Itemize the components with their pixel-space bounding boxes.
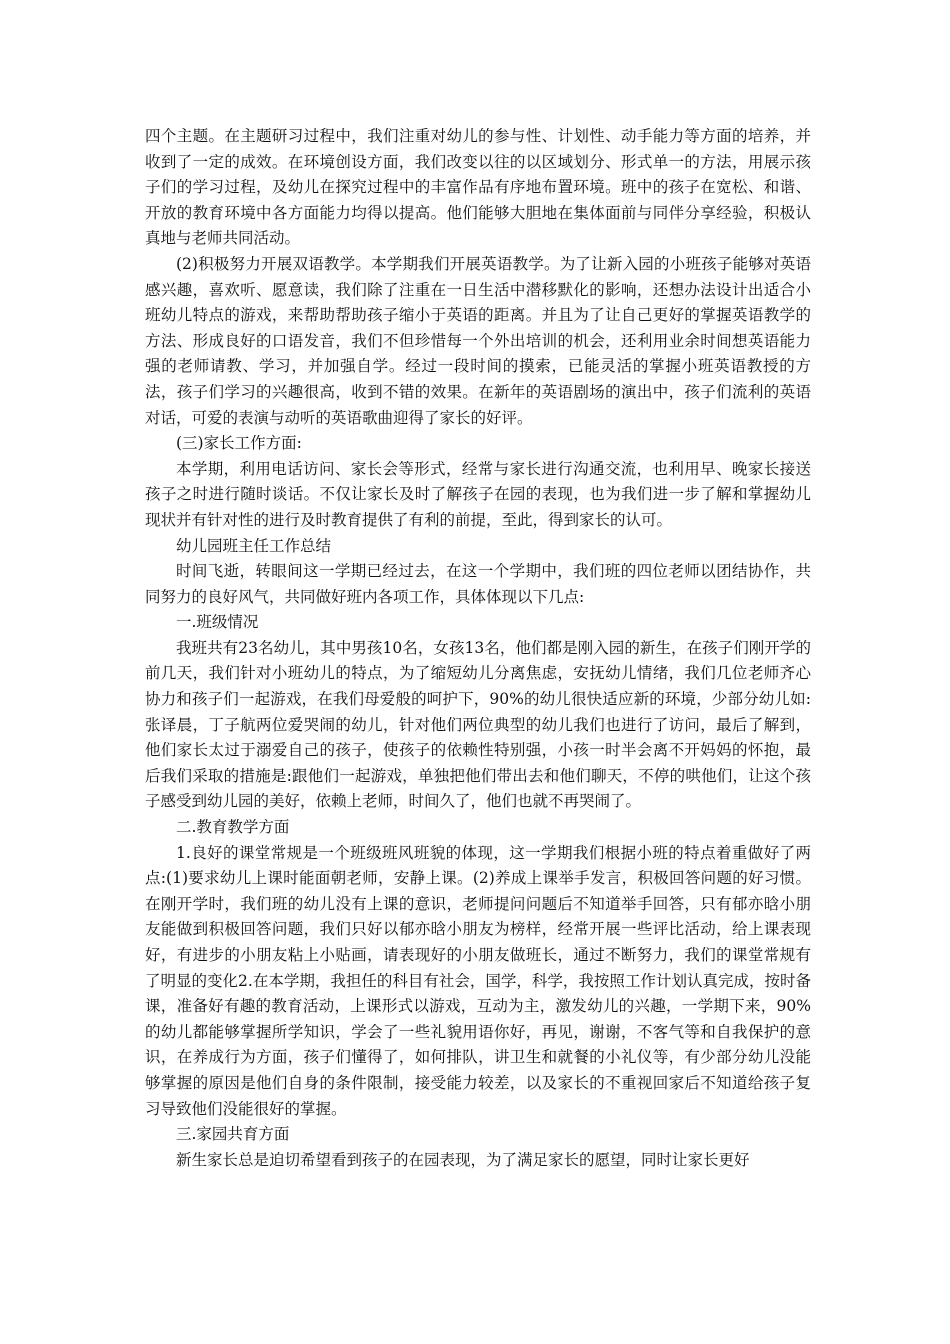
- heading-home-school: 三.家园共育方面: [176, 1125, 290, 1144]
- heading-teaching: 二.教育教学方面: [176, 818, 290, 837]
- paragraph-teaching: 1.良好的课堂常规是一个班级班风班貌的体现，这一学期我们根据小班的特点着重做好了两点:(1)要求幼儿上课时能面朝老师，安静上课。(2)养成上课举手发言，积极回答问题的好习惯。在刚开学时，我们班的幼儿没有上课的意识，老师提问问题后不知道举手回答，只有郁亦晗小朋友能做到积极回答问题，我们只好以郁亦晗小朋友为榜样，经常开展一些评比活动，给上课表现好，有进步的小朋友粘上小贴画，请表现好的小朋友做班长，通过不断努力，我们的课堂常规有了明显的变化2.在本学期，我担任的科目有社会，国学，科学，我按照工作计划认真完成，按时备课，准备好有趣的教育活动，上课形式以游戏，互动为主，激发幼儿的兴趣，一学期下来，90%的幼儿都能够掌握所学知识，学会了一些礼貌用语你好，再见，谢谢，不客气等和自我保护的意识，在养成行为方面，孩子们懂得了，如何排队，讲卫生和就餐的小礼仪等，有少部分幼儿没能够掌握的原因是他们自身的条件限制，接受能力较差，以及家长的不重视回家后不知道给孩子复习导致他们没能很好的掌握。: [145, 843, 811, 1118]
- document-page: [145, 124, 811, 1173]
- heading-parent-work: (三)家长工作方面:: [176, 434, 302, 453]
- paragraph-intro: 时间飞逝，转眼间这一学期已经过去，在这一个学期中，我们班的四位老师以团结协作，共同努力的良好风气，共同做好班内各项工作，具体体现以下几点:: [145, 562, 811, 606]
- paragraph-themes-environment: 四个主题。在主题研习过程中，我们注重对幼儿的参与性、计划性、动手能力等方面的培养，并收到了一定的成效。在环境创设方面，我们改变以往的以区域划分、形式单一的方法，用展示孩子们的学习过程，及幼儿在探究过程中的丰富作品有序地布置环境。班中的孩子在宽松、和谐、开放的教育环境中各方面能力均得以提高。他们能够大胆地在集体面前与同伴分享经验，积极认真地与老师共同活动。: [145, 127, 811, 248]
- document-title: 幼儿园班主任工作总结: [176, 536, 332, 555]
- paragraph-home-school: 新生家长总是迫切希望看到孩子的在园表现，为了满足家长的愿望，同时让家长更好: [176, 1150, 750, 1169]
- paragraph-class-situation: 我班共有23名幼儿，其中男孩10名，女孩13名，他们都是刚入园的新生，在孩子们刚开学的前几天，我们针对小班幼儿的特点，为了缩短幼儿分离焦虑，安抚幼儿情绪，我们几位老师齐心协力和孩子们一起游戏，在我们母爱般的呵护下，90%的幼儿很快适应新的环境，少部分幼儿如:张译晨，丁子航两位爱哭闹的幼儿，针对他们两位典型的幼儿我们也进行了访问，最后了解到，他们家长太过于溺爱自己的孩子，使孩子的依赖性特别强，小孩一时半会离不开妈妈的怀抱，最后我们采取的措施是:跟他们一起游戏，单独把他们带出去和他们聊天，不停的哄他们，让这个孩子感受到幼儿园的美好，依赖上老师，时间久了，他们也就不再哭闹了。: [145, 638, 811, 811]
- paragraph-parent-communication: 本学期，利用电话访问、家长会等形式，经常与家长进行沟通交流，也利用早、晚家长接送孩子之时进行随时谈话。不仅让家长及时了解孩子在园的表现，也为我们进一步了解和掌握幼儿现状并有针对性的进行及时教育提供了有利的前提，至此，得到家长的认可。: [145, 459, 811, 529]
- heading-class-situation: 一.班级情况: [176, 613, 259, 632]
- paragraph-bilingual-teaching: (2)积极努力开展双语教学。本学期我们开展英语教学。为了让新入园的小班孩子能够对英语感兴趣，喜欢听、愿意读，我们除了注重在一日生活中潜移默化的影响，还想办法设计出适合小班幼儿特点的游戏，来帮助帮助孩子缩小于英语的距离。并且为了让自己更好的掌握英语教学的方法、形成良好的口语发音，我们不但珍惜每一个外出培训的机会，还利用业余时间想英语能力强的老师请教、学习，并加强自学。经过一段时间的摸索，已能灵活的掌握小班英语教授的方法，孩子们学习的兴趣很高，收到不错的效果。在新年的英语剧场的演出中，孩子们流利的英语对话，可爱的表演与动听的英语歌曲迎得了家长的好评。: [145, 254, 811, 427]
